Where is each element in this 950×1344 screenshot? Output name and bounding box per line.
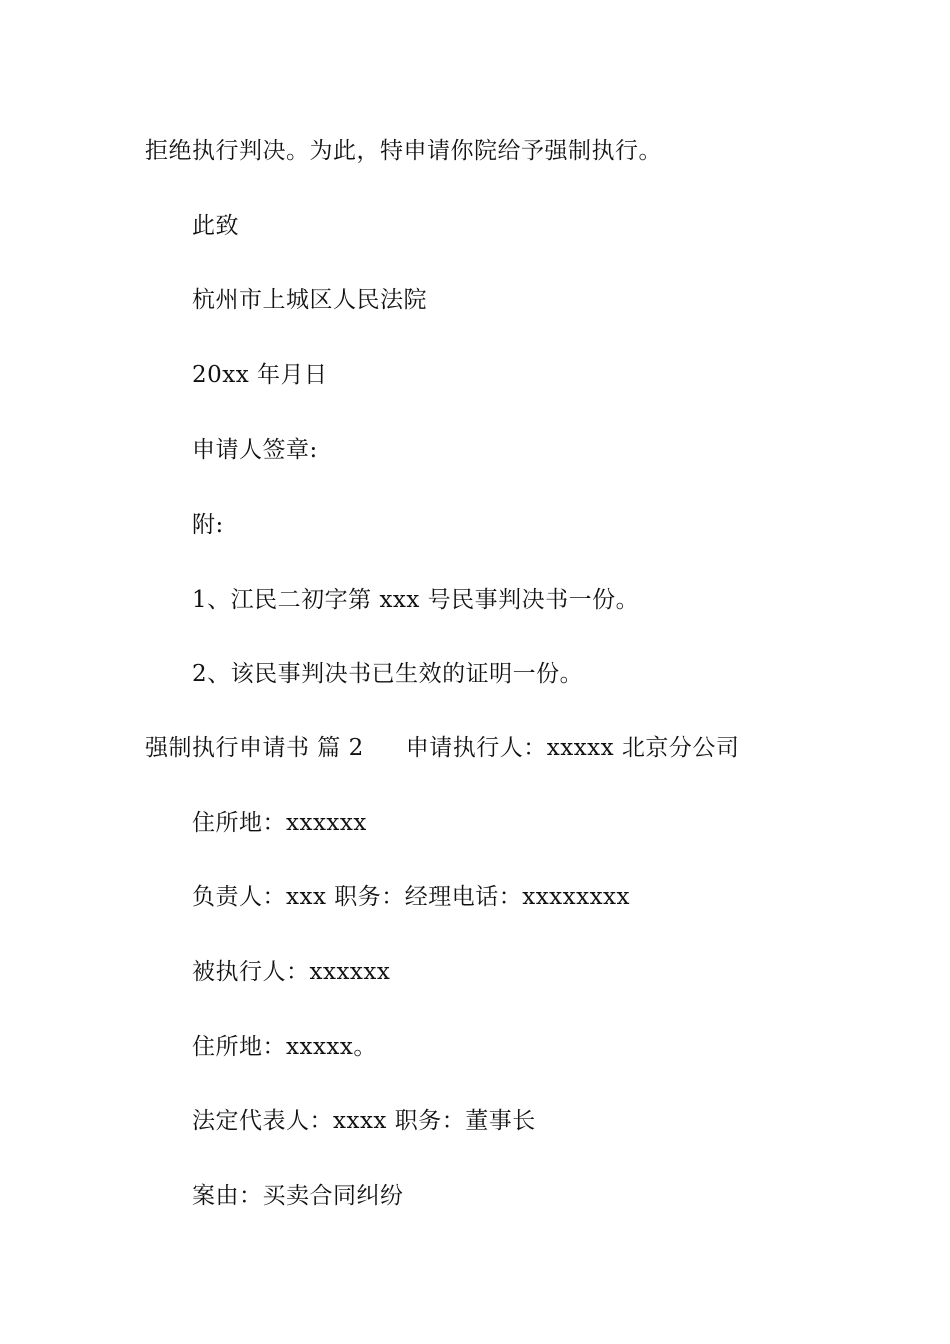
- applicant-line: 申请执行人：xxxxx 北京分公司: [405, 735, 740, 761]
- attachment-item-1: 1、江民二初字第 xxx 号民事判决书一份。: [192, 587, 640, 613]
- attachment-item-2: 2、该民事判决书已生效的证明一份。: [192, 661, 584, 687]
- salutation: 此致: [192, 213, 239, 239]
- case-reason: 案由：买卖合同纠纷: [192, 1183, 404, 1209]
- court-name: 杭州市上城区人民法院: [192, 287, 427, 313]
- respondent-line: 被执行人：xxxxxx: [192, 959, 391, 985]
- attachment-label: 附:: [192, 512, 224, 538]
- paragraph-end: 拒绝执行判决。为此，特申请你院给予强制执行。: [145, 138, 662, 164]
- applicant-address: 住所地：xxxxxx: [192, 810, 367, 836]
- respondent-address: 住所地：xxxxx。: [192, 1034, 377, 1060]
- signature-line: 申请人签章:: [192, 437, 318, 463]
- responsible-person: 负责人：xxx 职务：经理电话：xxxxxxxx: [192, 884, 630, 910]
- section-title: 强制执行申请书 篇 2: [145, 735, 364, 761]
- legal-representative: 法定代表人：xxxx 职务：董事长: [192, 1108, 536, 1134]
- date-line: 20xx 年月日: [192, 362, 328, 388]
- section-heading-line: [145, 737, 739, 760]
